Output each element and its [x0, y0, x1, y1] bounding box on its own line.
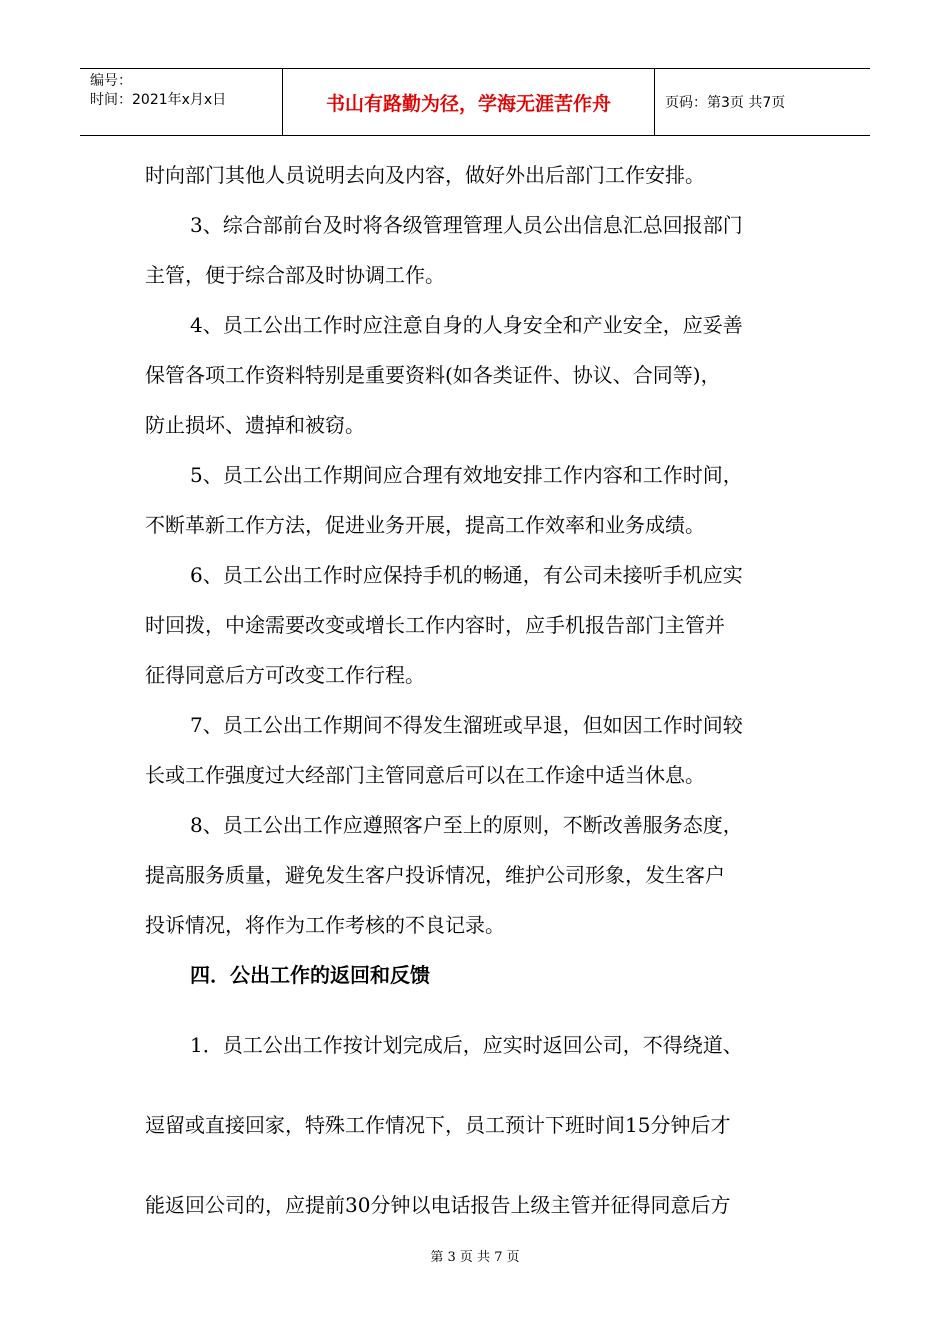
- paragraph-line: 1．员工公出工作按计划完成后，应实时返回公司，不得绕道、: [190, 1033, 743, 1057]
- paragraph-line: 时向部门其他人员说明去向及内容，做好外出后部门工作安排。: [145, 163, 705, 187]
- paragraph-line: 能返回公司的，应提前30分钟以电话报告上级主管并征得同意后方: [145, 1193, 731, 1217]
- paragraph-line: 主管，便于综合部及时协调工作。: [145, 263, 445, 287]
- paragraph-line: 4、员工公出工作时应注意自身的人身安全和产业安全，应妥善: [190, 313, 743, 337]
- document-date: 时间：2021年x月x日: [90, 92, 227, 108]
- paragraph-line: 长或工作强度过大经部门主管同意后可以在工作途中适当休息。: [145, 763, 705, 787]
- paragraph-line: 6、员工公出工作时应保持手机的畅通，有公司未接听手机应实: [190, 563, 743, 587]
- paragraph-line: 逗留或直接回家，特殊工作情况下，员工预计下班时间15分钟后才: [145, 1113, 731, 1137]
- paragraph-line: 防止损坏、遗掉和被窃。: [145, 413, 365, 437]
- paragraph-line: 保管各项工作资料特别是重要资料(如各类证件、协议、合同等)，: [145, 363, 721, 387]
- paragraph-line: 7、员工公出工作期间不得发生溜班或早退，但如因工作时间较: [190, 713, 743, 737]
- page-header: [80, 68, 870, 136]
- paragraph-line: 提高服务质量，避免发生客户投诉情况，维护公司形象，发生客户: [145, 863, 725, 887]
- paragraph-line: 投诉情况，将作为工作考核的不良记录。: [145, 913, 505, 937]
- header-page-number: 页码：第3页 共7页: [665, 95, 786, 111]
- header-motto: 书山有路勤为径，学海无涯苦作舟: [283, 69, 655, 135]
- document-number-label: 编号：: [90, 73, 132, 89]
- header-meta: [80, 69, 283, 135]
- paragraph-line: 5、员工公出工作期间应合理有效地安排工作内容和工作时间，: [190, 463, 743, 487]
- page-footer: 第 3 页 共 7 页: [430, 1250, 520, 1265]
- paragraph-line: 不断革新工作方法，促进业务开展，提高工作效率和业务成绩。: [145, 513, 705, 537]
- paragraph-line: 8、员工公出工作应遵照客户至上的原则，不断改善服务态度，: [190, 813, 743, 837]
- paragraph-line: 时回拨，中途需要改变或增长工作内容时，应手机报告部门主管并: [145, 613, 725, 637]
- paragraph-line: 征得同意后方可改变工作行程。: [145, 663, 425, 687]
- paragraph-line: 3、综合部前台及时将各级管理管理人员公出信息汇总回报部门: [190, 213, 743, 237]
- section-heading: 四．公出工作的返回和反馈: [190, 963, 430, 987]
